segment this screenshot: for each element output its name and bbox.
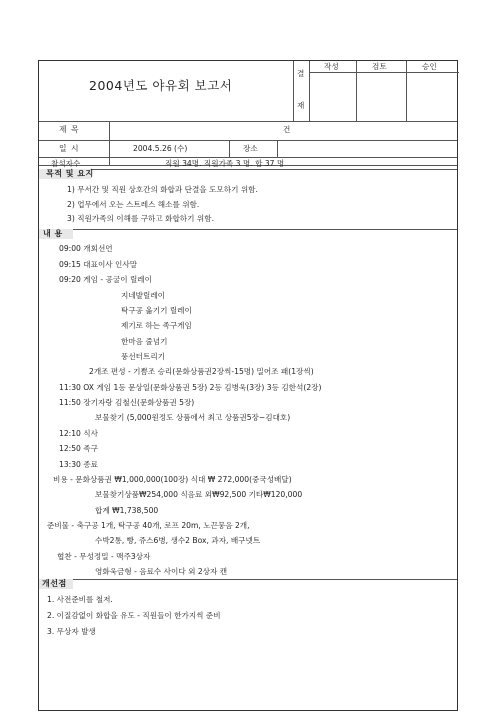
approval-label-top: 결 [297, 69, 305, 78]
attendees-label: 참석자수 [51, 159, 81, 168]
approval-col-review: 검토 [372, 62, 387, 71]
report-document [38, 60, 458, 711]
place-label: 장소 [243, 144, 258, 153]
content-line: 13:30 종료 [59, 460, 98, 469]
purpose-heading: 목적 및 요지 [46, 169, 94, 178]
improvement-item-3: 3. 무상자 발생 [47, 627, 96, 636]
content-line: 협찬 - 무성정밀 - 맥주3상자 [57, 552, 151, 561]
approval-label-bottom: 재 [297, 101, 305, 110]
report-title: 2004년도 야유회 보고서 [89, 78, 233, 93]
content-line: 09:15 대표이사 인사말 [59, 260, 138, 269]
purpose-item-3: 3) 직원가족의 이해를 구하고 화합하기 위함. [67, 214, 214, 223]
content-line: 12:10 식사 [59, 429, 98, 438]
content-line: 2개조 편성 - 기쁨조 승리(문화상품권2장씩-15명) 밀어조 패(1장씩) [89, 367, 314, 376]
purpose-item-2: 2) 업무에서 오는 스트레스 해소를 위함. [67, 200, 200, 209]
content-line: 11:50 장기자랑 김철신(문화상품권 5장) [59, 398, 195, 407]
content-line: 보물찾기 (5,000원정도 상품에서 최고 상품권5장~김대호) [95, 413, 291, 422]
purpose-item-1: 1) 무서간 및 직원 상호간의 화합과 단결을 도모하기 위함. [67, 185, 258, 194]
date-value: 2004.5.26 (수) [133, 144, 188, 153]
content-line: 09:20 게임 - 공굴이 릴레이 [59, 275, 152, 284]
content-line: 12:50 족구 [59, 444, 98, 453]
content-line: 지네발릴레이 [121, 291, 166, 300]
content-line: 09:00 개회선언 [59, 244, 113, 253]
content-heading: 내 용 [43, 229, 63, 238]
attendees-value: 직원 34명. 직원가족 3 명. 합 37 명 [165, 159, 285, 168]
content-line: 영화욱금형 - 음료수 사이다 외 2상자 캔 [95, 567, 228, 576]
content-line: 보물찾기상품₩254,000 식음료 외₩92,500 기타₩120,000 [95, 490, 303, 499]
content-line: 탁구공 옮기기 릴레이 [121, 306, 192, 315]
content-line: 한마음 줄넘기 [121, 337, 168, 346]
subject-value: 건 [283, 125, 291, 134]
content-line: 합계 ₩1,738,500 [95, 506, 159, 515]
approval-col-author: 작성 [324, 62, 339, 71]
content-line: 제기로 하는 족구게임 [121, 321, 192, 330]
date-label: 일 시 [59, 144, 80, 153]
content-line: 준비물 - 축구공 1개, 탁구공 40개, 로프 20m, 노끈뭉음 2개, [47, 521, 250, 530]
content-line: 비용 - 문화상품권 ₩1,000,000(100장) 식대 ₩ 272,000(중국성배달) [53, 475, 292, 484]
content-line: 11:30 OX 게임 1등 문상일(문화상품권 5장) 2등 김병욱(3장) 3등 김한석(2장) [59, 383, 322, 392]
improvements-heading: 개선점 [42, 579, 67, 588]
content-line: 수박2통, 빵, 쥬스6병, 생수2 Box, 과자, 배구넷트 [95, 536, 261, 545]
approval-col-approve: 승인 [422, 62, 437, 71]
content-line: 풍선터트리기 [121, 352, 166, 361]
improvement-item-2: 2. 이질감없이 화합을 유도 - 직원들이 한가지씩 준비 [47, 611, 221, 620]
subject-label: 제 목 [59, 125, 80, 134]
improvement-item-1: 1. 사전준비를 철저. [47, 595, 113, 604]
